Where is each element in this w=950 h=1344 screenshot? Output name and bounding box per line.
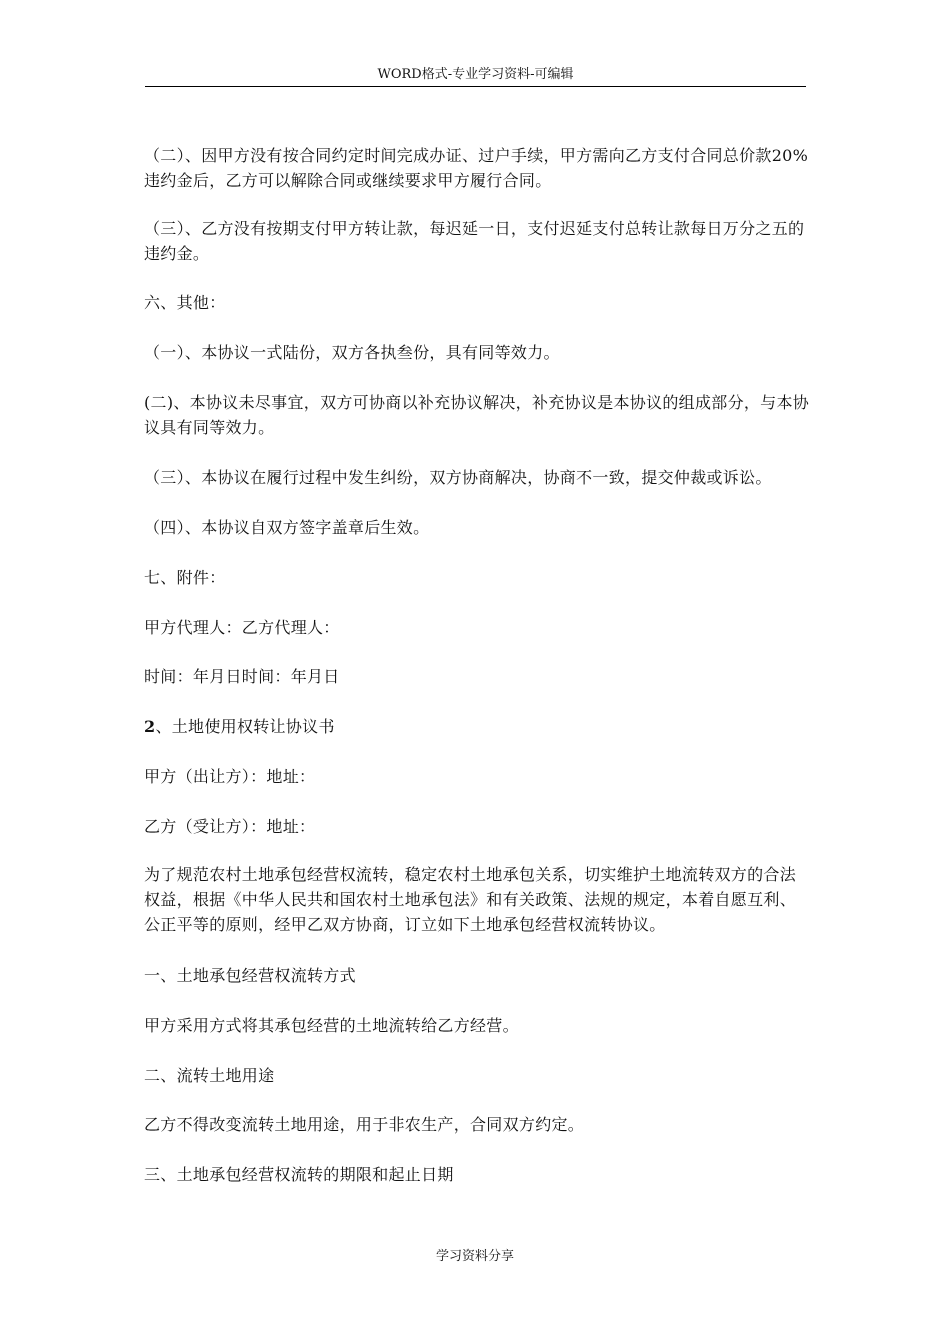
section-title-number: 2 bbox=[144, 717, 156, 736]
clause-3-late-payment: （三）、乙方没有按期支付甲方转让款，每迟延一日，支付迟延支付总转让款每日万分之五的违约金。 bbox=[144, 219, 805, 263]
preamble-paragraph: 为了规范农村土地承包经营权流转，稳定农村土地承包关系，切实维护土地流转双方的合法权益，根据《中华人民共和国农村土地承包法》和有关政策、法规的规定，本着自愿互利、公正平等的原则，经甲乙双方协商，订立如下土地承包经营权流转协议。 bbox=[144, 865, 797, 934]
article-1-heading: 一、土地承包经营权流转方式 bbox=[144, 966, 356, 985]
clause-6-4: （四）、本协议自双方签字盖章后生效。 bbox=[144, 518, 430, 537]
section-title-text: 、土地使用权转让协议书 bbox=[155, 717, 335, 736]
section-7-heading: 七、附件： bbox=[144, 568, 226, 587]
clause-6-3: （三）、本协议在履行过程中发生纠纷，双方协商解决，协商不一致，提交仲裁或诉讼。 bbox=[144, 468, 772, 487]
clause-6-2: (二)、本协议未尽事宜，双方可协商以补充协议解决，补充协议是本协议的组成部分，与本协议具有同等效力。 bbox=[144, 393, 810, 437]
section-title bbox=[144, 714, 810, 739]
article-2-text: 乙方不得改变流转土地用途，用于非农生产，合同双方约定。 bbox=[144, 1115, 585, 1134]
page-header: WORD格式-专业学习资料-可编辑 bbox=[377, 67, 574, 82]
agents-line: 甲方代理人：乙方代理人： bbox=[144, 618, 340, 637]
page-footer: 学习资料分享 bbox=[435, 1249, 514, 1264]
party-b-line: 乙方（受让方）：地址： bbox=[144, 817, 316, 836]
article-3-heading: 三、土地承包经营权流转的期限和起止日期 bbox=[144, 1165, 454, 1184]
article-2-heading: 二、流转土地用途 bbox=[144, 1066, 275, 1085]
section-6-heading: 六、其他： bbox=[144, 293, 226, 312]
clause-6-1: （一）、本协议一式陆份，双方各执叁份，具有同等效力。 bbox=[144, 343, 560, 362]
date-line: 时间：年月日时间：年月日 bbox=[144, 667, 340, 686]
party-a-line: 甲方（出让方）：地址： bbox=[144, 767, 316, 786]
header-rule bbox=[145, 86, 806, 87]
clause-2-penalty: （二）、因甲方没有按合同约定时间完成办证、过户手续，甲方需向乙方支付合同总价款20%违约金后，乙方可以解除合同或继续要求甲方履行合同。 bbox=[144, 146, 809, 190]
article-1-text: 甲方采用方式将其承包经营的土地流转给乙方经营。 bbox=[144, 1016, 519, 1035]
